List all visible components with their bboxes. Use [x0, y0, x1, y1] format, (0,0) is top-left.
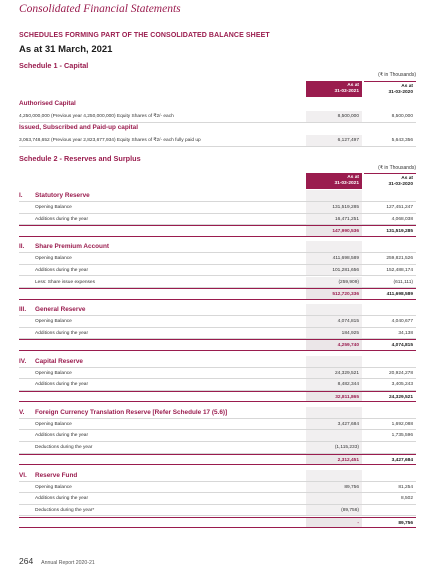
section-total-row: [19, 225, 416, 237]
section-number: II.: [19, 243, 25, 251]
row-label: Opening Balance: [35, 205, 72, 210]
as-at-date: As at 31 March, 2021: [19, 44, 113, 55]
value-current: (1,115,233): [306, 442, 362, 453]
section-title: Statutory Reserve: [35, 192, 90, 199]
row-label: Less: Share issue expenses: [35, 279, 95, 285]
row-label: Additions during the year: [35, 382, 89, 388]
section-total-row: [19, 288, 416, 300]
value-previous: 259,821,526: [386, 256, 413, 262]
section-heading: [19, 304, 416, 316]
total-current: 4,259,740: [306, 340, 362, 350]
value-previous: 1,735,596: [391, 433, 413, 439]
column-header-current: [306, 173, 362, 189]
column-header-current-line1: As at: [347, 175, 359, 180]
total-previous: 3,427,684: [391, 457, 413, 463]
value-current: (89,756): [306, 505, 362, 516]
row-label: Opening Balance: [35, 256, 72, 262]
table-row: [19, 277, 416, 289]
value-previous: 4,040,677: [391, 319, 413, 325]
authorised-capital-heading: Authorised Capital: [19, 100, 76, 107]
value-previous: [364, 505, 416, 516]
issued-capital-row: [19, 135, 416, 147]
value-current: (259,909): [306, 277, 362, 288]
section-number: I.: [19, 192, 23, 199]
value-previous: 152,488,174: [386, 267, 413, 273]
table-row: [19, 430, 416, 442]
total-previous: 89,756: [398, 520, 413, 526]
value-current: 3,427,684: [306, 419, 362, 430]
column-header-previous-line1: As at: [401, 176, 413, 181]
table-row: [19, 265, 416, 277]
table-row: [19, 316, 416, 328]
schedule-2-title: Schedule 2 - Reserves and Surplus: [19, 154, 141, 163]
current-column-shade: [306, 241, 362, 252]
section-number: V.: [19, 408, 25, 416]
total-previous: 411,698,589: [386, 292, 413, 298]
value-previous: 4,068,038: [391, 216, 413, 222]
current-column-shade: [306, 356, 362, 367]
value-previous: 127,451,247: [386, 205, 413, 210]
value-previous: 34,138: [398, 330, 413, 336]
total-current: 147,990,536: [306, 226, 362, 236]
column-header-previous: [364, 173, 416, 189]
table-row: [19, 482, 416, 494]
value-current: 6,127,497: [306, 135, 362, 146]
value-current: [306, 493, 362, 504]
page-number: 264: [19, 556, 34, 566]
section-heading: [19, 407, 416, 419]
value-current: 411,698,589: [306, 253, 362, 264]
report-name: Annual Report 2020-21: [41, 560, 95, 566]
table-row: [19, 253, 416, 265]
value-current: 101,281,656: [306, 265, 362, 276]
table-row: [19, 379, 416, 391]
table-row: [19, 328, 416, 340]
section-heading: [19, 241, 416, 253]
current-column-shade: [306, 407, 362, 418]
section-heading: [19, 356, 416, 368]
page-header-title: Consolidated Financial Statements: [19, 3, 181, 15]
column-header-current-line2: 31-03-2021: [334, 181, 359, 186]
page-footer: [19, 556, 95, 566]
value-current: 131,519,285: [306, 202, 362, 213]
row-label: Opening Balance: [35, 319, 72, 325]
total-previous: 4,074,815: [391, 343, 413, 349]
section-title: Reserve Fund: [35, 471, 78, 479]
value-previous: (611,111): [393, 279, 413, 285]
schedules-heading: SCHEDULES FORMING PART OF THE CONSOLIDATED BALANCE SHEET: [19, 32, 270, 39]
row-label: Deductions during the year: [35, 445, 93, 450]
value-previous: 81,254: [398, 484, 413, 490]
section-heading: [19, 190, 416, 202]
table-row: [19, 442, 416, 454]
value-previous: 5,643,356: [391, 138, 413, 143]
value-current: 8,500,000: [306, 111, 362, 122]
value-current: [306, 430, 362, 441]
value-current: 4,074,815: [306, 316, 362, 327]
row-label: 4,250,000,000 (Previous year 4,250,000,000) Equity Shares of ₹2/- each: [19, 114, 174, 119]
total-current: 32,811,865: [306, 392, 362, 402]
section-heading: [19, 470, 416, 482]
total-previous: 24,329,521: [388, 394, 413, 400]
row-label: Deductions during the year*: [35, 507, 95, 513]
column-header-previous-line2: 31-03-2020: [388, 182, 413, 187]
schedule-2-table: [19, 173, 416, 526]
table-row: [19, 214, 416, 226]
value-previous: 8,500,000: [391, 114, 413, 119]
section-number: III.: [19, 306, 27, 314]
table-row: [19, 202, 416, 214]
value-current: 16,471,251: [306, 214, 362, 225]
column-header-current-line2: 31-03-2021: [334, 89, 359, 94]
value-previous: 8,502: [400, 496, 413, 502]
value-current: 89,756: [306, 482, 362, 493]
row-label: Additions during the year: [35, 267, 89, 273]
section-title: General Reserve: [35, 306, 86, 314]
table-row: [19, 368, 416, 380]
table-row: [19, 419, 416, 431]
value-current: 8,482,344: [306, 379, 362, 390]
schedule-1-title: Schedule 1 - Capital: [19, 61, 89, 70]
total-current: 2,312,451: [306, 455, 362, 465]
value-previous: 20,924,278: [388, 370, 413, 376]
value-previous: 3,405,243: [391, 382, 413, 388]
table-row: [19, 493, 416, 505]
total-current: -: [306, 518, 362, 528]
current-column-shade: [306, 470, 362, 481]
total-current: 512,720,336: [306, 289, 362, 299]
section-total-row: [19, 339, 416, 351]
value-previous: 1,692,088: [391, 421, 413, 427]
issued-capital-heading: Issued, Subscribed and Paid-up capital: [19, 124, 138, 131]
column-header-previous-line2: 31-03-2020: [388, 90, 413, 95]
total-previous: 131,519,285: [386, 229, 413, 235]
section-title: Capital Reserve: [35, 357, 83, 365]
section-total-row: [19, 454, 416, 466]
units-note-2: (₹ in Thousands): [378, 165, 416, 171]
section-title: Share Premium Account: [35, 243, 109, 251]
value-current: 184,925: [306, 328, 362, 339]
section-number: IV.: [19, 357, 27, 365]
column-header-current-line1: As at: [347, 83, 359, 88]
row-label: Additions during the year: [35, 330, 89, 336]
schedule-1-table: [19, 81, 416, 151]
row-label: Opening Balance: [35, 370, 72, 376]
section-title: Foreign Currency Translation Reserve [Refer Schedule 17 (5.6)]: [35, 408, 228, 416]
row-label: Additions during the year: [35, 433, 89, 439]
units-note: (₹ in Thousands): [378, 72, 416, 78]
section-total-row: [19, 517, 416, 529]
value-previous: [364, 442, 416, 453]
table-row: [19, 505, 416, 517]
row-label: Opening Balance: [35, 484, 72, 490]
current-column-shade: [306, 190, 362, 201]
section-total-row: [19, 391, 416, 403]
authorised-capital-row: [19, 111, 416, 123]
column-header-previous: [364, 81, 416, 97]
section-number: VI.: [19, 471, 27, 479]
row-label: 3,063,748,652 (Previous year 2,823,677,934) Equity Shares of ₹2/- each fully paid up: [19, 138, 201, 143]
column-header-previous-line1: As at: [401, 84, 413, 89]
row-label: Additions during the year: [35, 496, 89, 502]
row-label: Opening Balance: [35, 421, 72, 427]
column-header-current: [306, 81, 362, 97]
current-column-shade: [306, 304, 362, 315]
row-label: Additions during the year: [35, 216, 89, 222]
value-current: 24,329,521: [306, 368, 362, 379]
